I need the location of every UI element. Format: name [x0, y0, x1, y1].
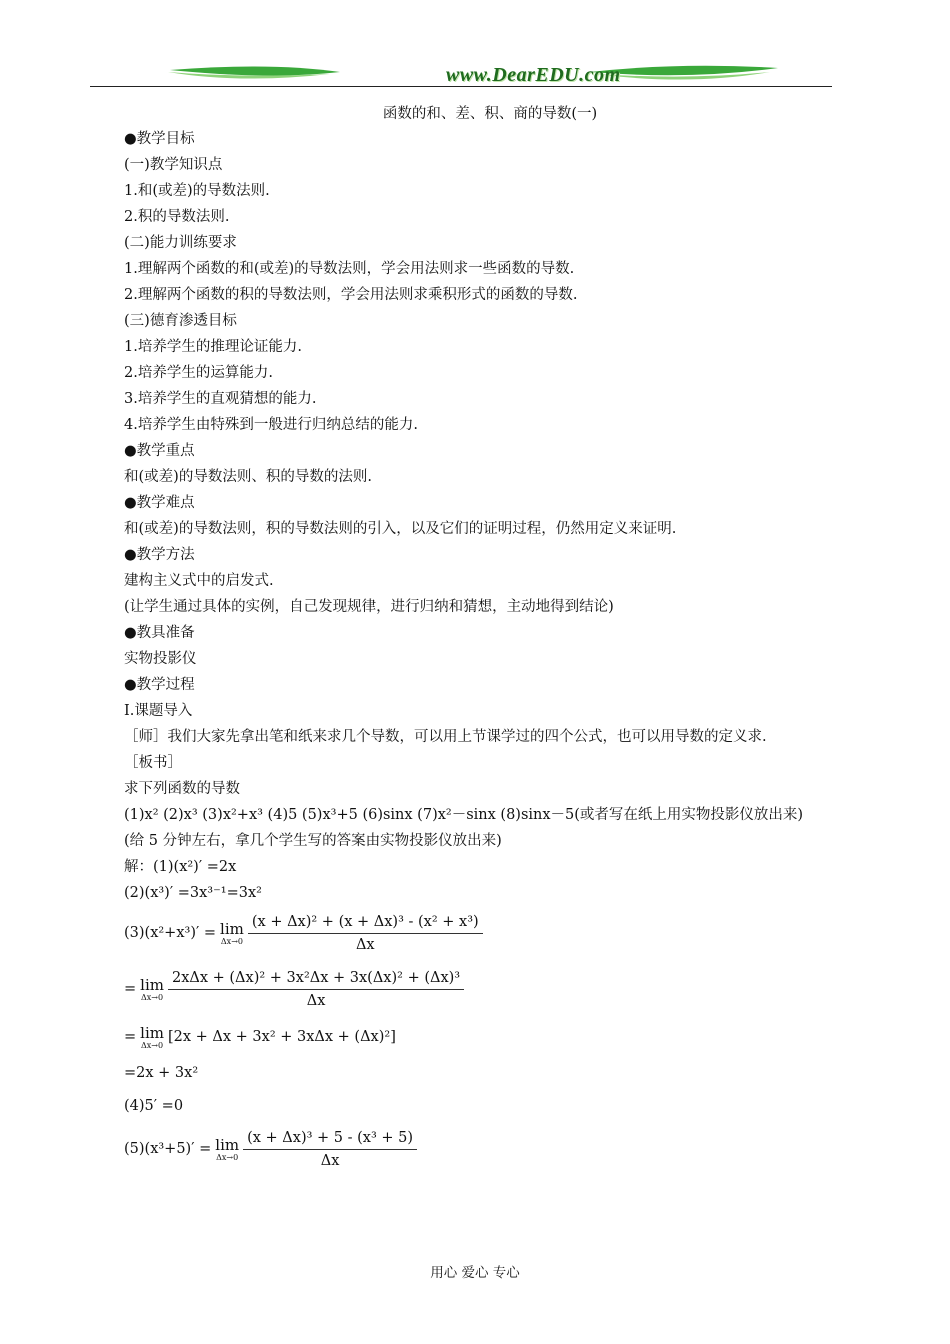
lim-word: lim: [215, 1135, 240, 1154]
lim-word: lim: [220, 919, 244, 938]
equals-sign: =: [124, 981, 137, 997]
limit-operator: [220, 921, 244, 946]
lim-subscript: Δx→0: [141, 992, 164, 1002]
solution-5-label: (5)(x³+5)′ =: [124, 1141, 212, 1157]
solution-3-row: [124, 906, 884, 960]
text-line: ●教具准备: [124, 625, 195, 641]
fraction-denominator: Δx: [355, 936, 375, 953]
text-line: 2.培养学生的运算能力.: [124, 365, 273, 381]
text-line: 3.培养学生的直观猜想的能力.: [124, 391, 317, 407]
fraction-numerator: (x + Δx)² + (x + Δx)³ - (x² + x³): [248, 911, 483, 934]
solution-3b-row: [124, 960, 884, 1018]
text-line: 建构主义式中的启发式.: [124, 573, 274, 589]
text-line: 1.培养学生的推理论证能力.: [124, 339, 302, 355]
text-line: ●教学目标: [124, 131, 195, 147]
site-logo-text: www.DearEDU.com: [446, 64, 621, 86]
text-line: 和(或差)的导数法则，积的导数法则的引入，以及它们的证明过程，仍然用定义来证明.: [124, 521, 677, 537]
fraction: [168, 967, 464, 1012]
fraction-denominator: Δx: [320, 1152, 340, 1169]
lim-word: lim: [140, 1023, 164, 1042]
solution-2: (2)(x³)′ =3x³⁻¹=3x²: [124, 885, 262, 901]
text-line: 2.积的导数法则.: [124, 209, 230, 225]
solution-3c-row: [124, 1018, 884, 1056]
limit-operator: [215, 1137, 239, 1162]
page-title: 函数的和、差、积、商的导数(一): [382, 106, 598, 122]
fraction-numerator: (x + Δx)³ + 5 - (x³ + 5): [243, 1127, 417, 1150]
text-line: ●教学重点: [124, 443, 195, 459]
text-line: (一)教学知识点: [124, 157, 223, 173]
limit-operator: [140, 977, 164, 1002]
text-line: ［师］我们大家先拿出笔和纸来求几个导数，可以用上节课学过的四个公式，也可以用导数的定义求.: [124, 729, 767, 745]
document-body: [124, 126, 884, 1176]
solution-1: 解：(1)(x²)′ =2x: [124, 859, 237, 875]
page-footer: 用心 爱心 专心: [430, 1265, 520, 1281]
text-line: 和(或差)的导数法则、积的导数的法则.: [124, 469, 372, 485]
text-line: ●教学难点: [124, 495, 195, 511]
text-line: 求下列函数的导数: [124, 781, 240, 797]
solution-3-label: (3)(x²+x³)′ =: [124, 925, 217, 941]
fraction: [248, 911, 483, 956]
teacher-note: (给 5 分钟左右，拿几个学生写的答案由实物投影仪放出来): [124, 833, 502, 849]
text-line: 1.理解两个函数的和(或差)的导数法则，学会用法则求一些函数的导数.: [124, 261, 575, 277]
text-line: 实物投影仪: [124, 651, 197, 667]
text-line: (二)能力训练要求: [124, 235, 237, 251]
limit-operator: [140, 1025, 164, 1050]
fraction: [243, 1127, 417, 1172]
lim-subscript: Δx→0: [141, 1040, 164, 1050]
lim-subscript: Δx→0: [220, 936, 243, 946]
text-line: 1.和(或差)的导数法则.: [124, 183, 270, 199]
text-line: ●教学过程: [124, 677, 195, 693]
lim-word: lim: [140, 975, 164, 994]
lim-subscript: Δx→0: [216, 1152, 239, 1162]
solution-5-row: [124, 1122, 884, 1176]
equals-sign: =: [124, 1029, 137, 1045]
text-line: Ⅰ.课题导入: [124, 703, 193, 719]
solution-4: (4)5′ =0: [124, 1098, 184, 1114]
text-line: (让学生通过具体的实例，自己发现规律，进行归纳和猜想，主动地得到结论): [124, 599, 614, 615]
header-divider: [90, 86, 832, 87]
text-line: (三)德育渗透目标: [124, 313, 237, 329]
bracket-expression: [2x + Δx + 3x² + 3xΔx + (Δx)²]: [167, 1029, 396, 1045]
text-line: ［板书］: [124, 755, 182, 771]
text-line: 2.理解两个函数的积的导数法则，学会用法则求乘积形式的函数的导数.: [124, 287, 578, 303]
fraction-denominator: Δx: [306, 992, 326, 1009]
text-line: ●教学方法: [124, 547, 195, 563]
solution-3d: =2x + 3x²: [124, 1065, 199, 1081]
fraction-numerator: 2xΔx + (Δx)² + 3x²Δx + 3x(Δx)² + (Δx)³: [168, 967, 464, 990]
exercise-list: (1)x² (2)x³ (3)x²+x³ (4)5 (5)x³+5 (6)sinx (7)x²－sinx (8)sinx－5(或者写在纸上用实物投影仪放出来): [124, 807, 804, 823]
text-line: 4.培养学生由特殊到一般进行归纳总结的能力.: [124, 417, 418, 433]
